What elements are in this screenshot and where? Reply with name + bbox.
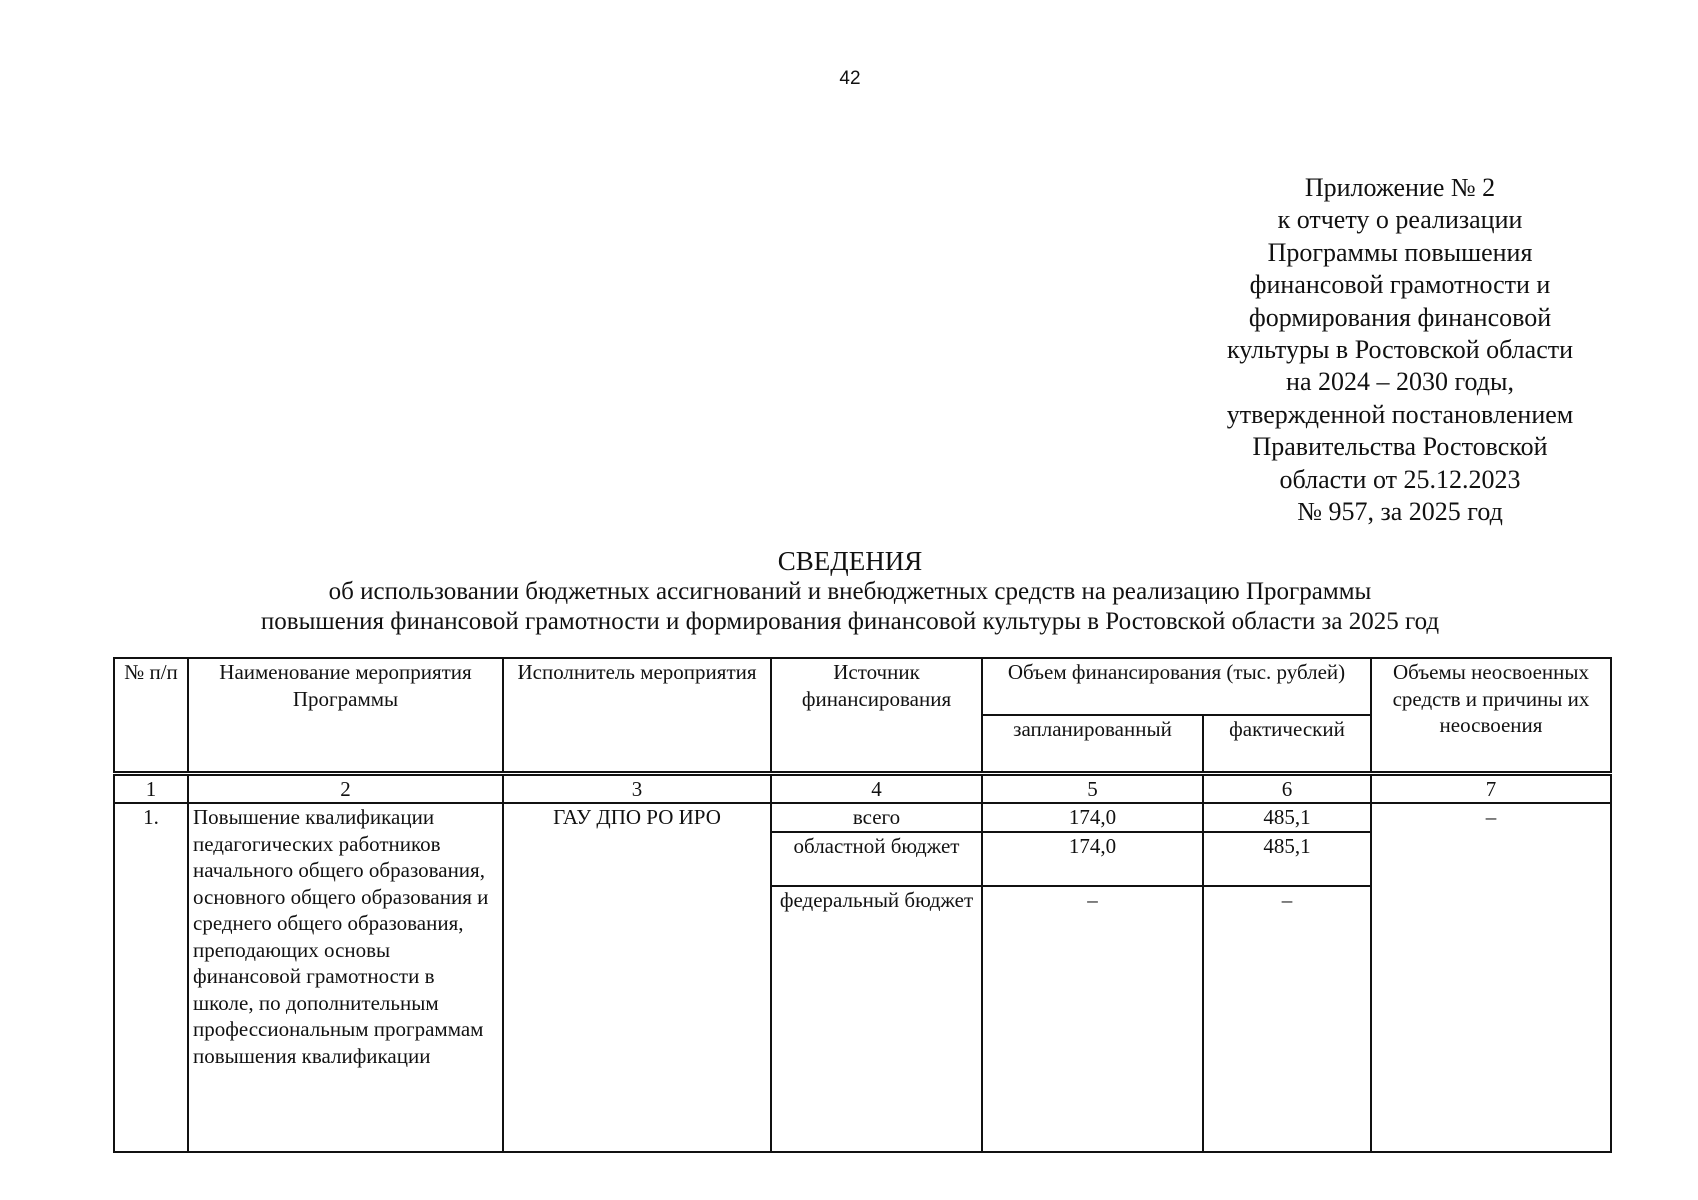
table-row bbox=[114, 803, 1611, 832]
appendix-line: культуры в Ростовской области bbox=[1226, 335, 1574, 365]
appendix-line: на 2024 – 2030 годы, bbox=[1286, 367, 1514, 397]
header-num: № п/п bbox=[114, 658, 188, 774]
row-activity-name: Повышение квалификации педагогических работников начального общего образования, основного общего образования и среднего общего образования, преподающих основы финансовой грамотности в школе, по дополнительным профессиональным программам повышения квалификации bbox=[188, 803, 503, 1152]
column-number: 5 bbox=[982, 774, 1203, 804]
document-subtitle-line-1: об использовании бюджетных ассигнований и внебюджетных средств на реализацию Программы bbox=[328, 578, 1372, 605]
document-subtitle-line-2: повышения финансовой грамотности и формирования финансовой культуры в Ростовской области за 2025 год bbox=[260, 608, 1440, 635]
appendix-block bbox=[1180, 172, 1620, 528]
page-number: 42 bbox=[839, 68, 861, 89]
header-unspent: Объемы неосвоенных средств и причины их неосвоения bbox=[1371, 658, 1611, 774]
document-title: СВЕДЕНИЯ bbox=[777, 546, 923, 576]
column-number: 2 bbox=[188, 774, 503, 804]
row-source-regional: областной бюджет bbox=[771, 832, 982, 886]
appendix-line: Правительства Ростовской bbox=[1252, 432, 1548, 462]
row-planned-total: 174,0 bbox=[982, 803, 1203, 832]
column-number: 4 bbox=[771, 774, 982, 804]
column-numbers-row bbox=[114, 774, 1611, 804]
appendix-line: финансовой грамотности и bbox=[1249, 270, 1551, 300]
column-number: 3 bbox=[503, 774, 771, 804]
header-source: Источник финансирования bbox=[771, 658, 982, 774]
row-unspent: – bbox=[1371, 803, 1611, 1152]
row-executor: ГАУ ДПО РО ИРО bbox=[503, 803, 771, 1152]
row-actual-regional: 485,1 bbox=[1203, 832, 1371, 886]
row-source-federal: федеральный бюджет bbox=[771, 886, 982, 1152]
appendix-line: утвержденной постановлением bbox=[1226, 399, 1574, 429]
appendix-line: Программы повышения bbox=[1267, 237, 1533, 267]
appendix-line: № 957, за 2025 год bbox=[1297, 497, 1503, 527]
header-name: Наименование мероприятия Программы bbox=[188, 658, 503, 774]
financing-table bbox=[113, 657, 1612, 1153]
header-executor: Исполнитель мероприятия bbox=[503, 658, 771, 774]
header-actual: фактический bbox=[1203, 715, 1371, 774]
row-num: 1. bbox=[114, 803, 188, 1152]
column-number: 1 bbox=[114, 774, 188, 804]
header-volume: Объем финансирования (тыс. рублей) bbox=[982, 658, 1371, 715]
row-actual-federal: – bbox=[1203, 886, 1371, 1152]
appendix-line: формирования финансовой bbox=[1248, 302, 1552, 332]
appendix-line: к отчету о реализации bbox=[1277, 205, 1523, 235]
appendix-line: области от 25.12.2023 bbox=[1279, 464, 1521, 494]
document-heading bbox=[0, 546, 1698, 637]
table-header-row bbox=[114, 658, 1611, 715]
row-actual-total: 485,1 bbox=[1203, 803, 1371, 832]
column-number: 7 bbox=[1371, 774, 1611, 804]
row-planned-regional: 174,0 bbox=[982, 832, 1203, 886]
row-planned-federal: – bbox=[982, 886, 1203, 1152]
header-planned: запланированный bbox=[982, 715, 1203, 774]
row-source-total: всего bbox=[771, 803, 982, 832]
appendix-line: Приложение № 2 bbox=[1304, 173, 1496, 202]
column-number: 6 bbox=[1203, 774, 1371, 804]
